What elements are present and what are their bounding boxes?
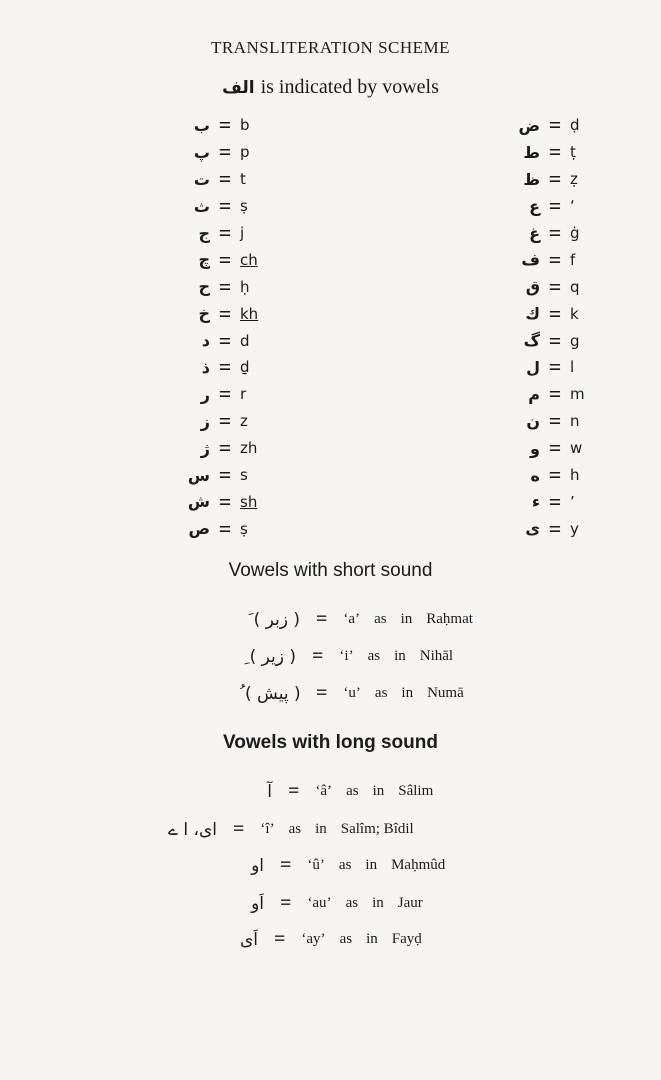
consonants-left-column (170, 112, 310, 542)
consonant-latin: zh (240, 439, 258, 458)
consonant-row (500, 488, 640, 515)
equals-sign: = (548, 273, 562, 299)
consonant-arabic: ه (530, 465, 540, 485)
consonant-row (500, 112, 640, 139)
consonant-arabic: ل (526, 357, 540, 377)
equals-sign: = (548, 220, 562, 245)
in-word: in (366, 931, 378, 947)
consonant-row (500, 273, 640, 300)
equals-sign: = (218, 139, 232, 165)
consonant-arabic: ر (200, 384, 210, 404)
equals-sign: = (218, 220, 232, 245)
equals-sign: = (548, 139, 562, 165)
consonant-row (170, 488, 310, 515)
equals-sign: = (218, 462, 232, 488)
equals-sign: = (288, 780, 300, 802)
consonant-row (170, 408, 310, 435)
equals-sign: = (548, 300, 562, 326)
long-vowel-row (224, 854, 445, 877)
consonant-row (500, 354, 640, 381)
equals-sign: = (548, 381, 562, 407)
short-vowel-value: ‘u’ (343, 685, 361, 701)
as-word: as (374, 685, 388, 701)
consonant-row (500, 246, 640, 273)
consonant-latin: j (240, 224, 245, 242)
consonant-arabic: س (187, 465, 210, 485)
short-vowel-value: ‘i’ (339, 648, 354, 664)
consonant-latin: z (240, 412, 248, 431)
consonant-arabic: ش (187, 492, 210, 512)
consonant-row (500, 435, 640, 462)
consonant-row (500, 381, 640, 408)
consonant-row (170, 381, 310, 408)
consonant-arabic: ق (525, 277, 540, 297)
consonant-latin: m (570, 385, 585, 404)
consonant-latin: p (240, 143, 250, 162)
consonant-latin: ġ (570, 224, 580, 242)
consonant-row (170, 220, 310, 247)
long-vowel-example: Fayḍ (391, 931, 422, 947)
consonant-row (170, 354, 310, 381)
short-vowel-example: Nihāl (419, 648, 454, 664)
equals-sign: = (316, 608, 328, 630)
long-vowel-arabic: اَی (239, 929, 258, 950)
consonant-latin: ’ (570, 492, 575, 511)
consonant-latin: k (570, 304, 579, 323)
consonant-arabic: ص (188, 519, 210, 539)
as-word: as (338, 857, 352, 873)
consonant-row (500, 193, 640, 220)
long-vowel-value: ‘au’ (307, 895, 332, 911)
consonant-row (170, 462, 310, 489)
equals-sign: = (218, 515, 232, 541)
alif-note (0, 76, 661, 99)
long-vowel-value: ‘â’ (315, 783, 333, 799)
in-word: in (365, 857, 378, 873)
consonant-row (500, 220, 640, 247)
as-word: as (367, 648, 381, 664)
consonant-latin: ch (240, 250, 258, 269)
as-word: as (339, 931, 353, 947)
long-vowel-arabic: او (251, 855, 264, 876)
short-vowel-value: ‘a’ (343, 611, 361, 627)
in-word: in (401, 685, 414, 701)
consonant-row (500, 139, 640, 166)
equals-sign: = (548, 166, 562, 192)
long-vowel-example: Jaur (397, 895, 423, 911)
equals-sign: = (218, 488, 232, 514)
consonant-arabic: ط (523, 142, 540, 162)
alif-note-text: is indicated by vowels (260, 76, 439, 98)
long-vowel-arabic: آ (267, 781, 272, 802)
consonant-latin: ṣ (240, 197, 248, 216)
short-vowel-row (240, 608, 473, 631)
short-vowel-arabic: ُ ( پیش ) (240, 683, 301, 704)
equals-sign: = (280, 854, 292, 876)
long-vowel-value: ‘ay’ (301, 931, 326, 947)
consonant-latin: n (570, 412, 580, 431)
as-word: as (345, 895, 359, 911)
consonant-arabic: ن (526, 411, 540, 431)
consonant-row (170, 515, 310, 542)
consonant-latin: w (570, 439, 583, 458)
equals-sign: = (218, 327, 232, 353)
short-vowels-heading: Vowels with short sound (228, 560, 433, 581)
short-vowel-arabic: ِ ( زیر ) (244, 646, 296, 667)
equals-sign: = (218, 193, 232, 219)
consonant-latin: ‘ (570, 197, 575, 216)
consonant-latin: b (240, 116, 250, 135)
consonants-right-column (500, 112, 640, 542)
consonant-latin: f (570, 250, 576, 269)
long-vowel-example: Salîm; Bîdil (340, 821, 414, 837)
long-vowel-row (232, 780, 433, 803)
consonant-row (500, 166, 640, 193)
consonant-arabic: ب (193, 115, 210, 135)
in-word: in (372, 783, 385, 799)
equals-sign: = (218, 112, 232, 138)
consonant-row (500, 300, 640, 327)
as-word: as (346, 783, 359, 799)
long-vowel-row (218, 928, 422, 951)
consonant-arabic: ح (198, 277, 210, 297)
in-word: in (372, 895, 384, 911)
equals-sign: = (548, 327, 562, 353)
equals-sign: = (233, 818, 245, 840)
consonant-arabic: ی (525, 519, 540, 539)
consonant-arabic: چ (198, 250, 210, 270)
consonant-arabic: ض (518, 115, 540, 135)
consonant-arabic: ع (529, 196, 540, 216)
equals-sign: = (280, 892, 292, 914)
consonant-arabic: ژ (200, 438, 210, 458)
consonant-latin: s (240, 466, 248, 485)
consonant-row (170, 139, 310, 166)
consonant-arabic: ز (200, 411, 210, 431)
long-vowel-example: Maḥmûd (391, 857, 446, 873)
alif-arabic: الف (222, 78, 255, 98)
as-word: as (288, 821, 302, 837)
consonant-arabic: ذ (201, 357, 210, 377)
equals-sign: = (218, 435, 232, 461)
short-vowel-arabic: َ ( زبر ) (248, 609, 300, 630)
consonant-latin: ḥ (240, 277, 250, 296)
short-vowel-example: Numā (427, 685, 464, 701)
consonant-arabic: ث (193, 196, 210, 216)
consonant-arabic: ف (521, 250, 540, 270)
consonant-latin: ṣ (240, 519, 248, 538)
short-vowel-row (240, 682, 464, 705)
consonant-row (500, 515, 640, 542)
consonant-latin: g (570, 331, 580, 350)
in-word: in (315, 821, 327, 837)
as-word: as (374, 611, 387, 627)
consonant-arabic: خ (198, 304, 210, 324)
consonant-arabic: گ (523, 331, 540, 351)
long-vowel-value: ‘î’ (260, 821, 275, 837)
consonant-arabic: و (530, 438, 540, 458)
consonant-arabic: ت (193, 169, 210, 189)
equals-sign: = (548, 435, 562, 461)
consonant-row (500, 408, 640, 435)
consonant-latin: kh (240, 304, 259, 323)
consonant-row (170, 112, 310, 139)
consonant-arabic: ء (531, 492, 540, 512)
consonant-arabic: ظ (523, 169, 540, 189)
equals-sign: = (548, 246, 562, 272)
consonant-latin: ḏ (240, 358, 250, 377)
long-vowel-row (168, 818, 414, 841)
consonant-latin: h (570, 466, 580, 485)
equals-sign: = (316, 682, 328, 704)
consonant-row (170, 435, 310, 462)
equals-sign: = (218, 246, 232, 272)
long-vowels-heading: Vowels with long sound (223, 732, 438, 753)
consonant-latin: sh (240, 492, 258, 511)
consonant-row (170, 327, 310, 354)
consonant-latin: l (570, 358, 575, 377)
consonant-row (500, 462, 640, 489)
consonant-latin: q (570, 277, 580, 296)
equals-sign: = (218, 166, 232, 192)
equals-sign: = (548, 193, 562, 219)
consonant-latin: d (240, 331, 250, 350)
consonant-latin: r (240, 385, 247, 404)
long-vowel-arabic: اَو (251, 893, 264, 914)
consonant-row (170, 193, 310, 220)
consonant-arabic: د (201, 331, 210, 351)
long-vowel-row (224, 892, 423, 915)
consonant-row (500, 327, 640, 354)
equals-sign: = (548, 408, 562, 434)
consonant-arabic: م (528, 384, 540, 404)
consonant-latin: ḍ (570, 116, 580, 135)
long-vowel-value: ‘û’ (307, 857, 325, 873)
long-vowel-example: Sâlim (398, 783, 434, 799)
equals-sign: = (274, 928, 286, 950)
page-title: TRANSLITERATION SCHEME (210, 38, 451, 57)
equals-sign: = (218, 408, 232, 434)
consonant-row (170, 300, 310, 327)
long-vowel-arabic: ای، ا ے (168, 820, 218, 840)
equals-sign: = (218, 381, 232, 407)
consonant-row (170, 166, 310, 193)
equals-sign: = (548, 462, 562, 488)
equals-sign: = (218, 354, 232, 380)
equals-sign: = (312, 645, 324, 667)
short-vowel-example: Raḥmat (426, 611, 473, 627)
consonant-latin: ṭ (570, 143, 576, 162)
equals-sign: = (548, 354, 562, 380)
equals-sign: = (548, 112, 562, 138)
consonant-latin: ẓ (570, 170, 578, 189)
consonant-arabic: ك (525, 304, 540, 324)
consonant-arabic: غ (529, 223, 540, 243)
equals-sign: = (218, 273, 232, 299)
equals-sign: = (548, 515, 562, 541)
consonant-arabic: پ (193, 142, 210, 162)
in-word: in (394, 648, 406, 664)
in-word: in (400, 611, 413, 627)
equals-sign: = (548, 488, 562, 514)
consonant-arabic: ج (198, 223, 210, 243)
equals-sign: = (218, 300, 232, 326)
short-vowel-row (236, 645, 453, 668)
consonant-latin: t (240, 170, 246, 189)
consonant-latin: y (570, 519, 579, 538)
consonant-row (170, 246, 310, 273)
consonant-row (170, 273, 310, 300)
